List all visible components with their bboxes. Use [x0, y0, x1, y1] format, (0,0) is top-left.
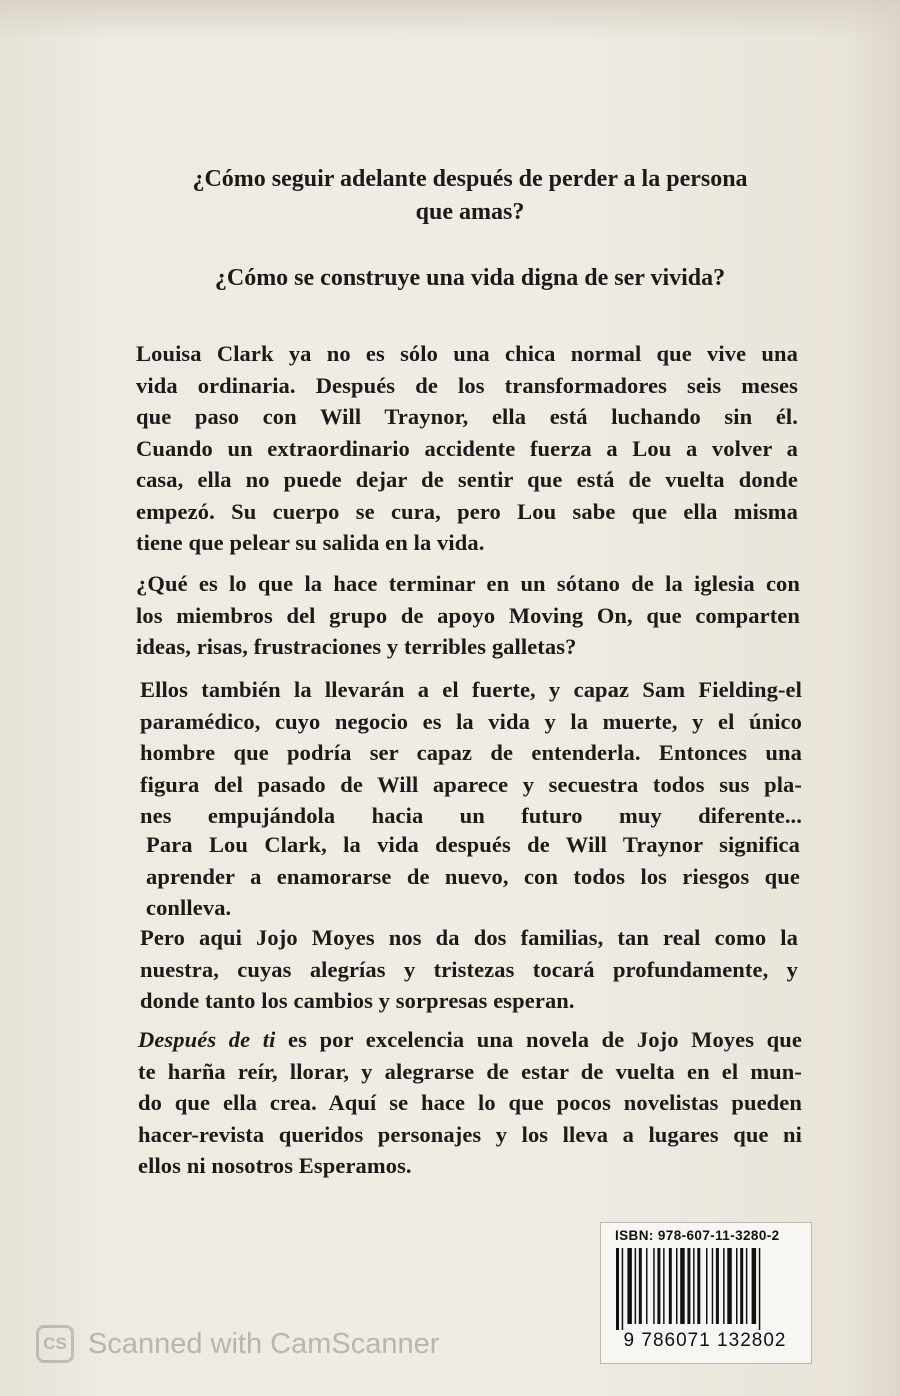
- barcode-bar: [680, 1248, 685, 1324]
- barcode-bar: [669, 1248, 672, 1324]
- camscanner-logo-icon: CS: [36, 1325, 74, 1363]
- barcode-bar: [736, 1248, 738, 1324]
- isbn-number: ISBN: 978-607-11-3280-2: [615, 1228, 780, 1243]
- barcode-bar: [676, 1248, 678, 1324]
- barcode-bar: [653, 1248, 655, 1324]
- barcode-bar: [622, 1248, 624, 1330]
- paragraph-4: Para Lou Clark, la vida después de Will Traynor significa aprender a enamorarse de nuevo, con todos los riesgos que conlleva.: [146, 832, 800, 920]
- barcode-bar: [712, 1248, 714, 1324]
- barcode-bar: [706, 1248, 708, 1324]
- top-shadow: [0, 0, 900, 40]
- paragraph-2: ¿Qué es lo que la hace terminar en un sótano de la iglesia con los miembros del grupo de apoyo Moving On, que comparten ideas, risas, frustraciones y terribles galletas?: [136, 571, 800, 659]
- barcode-bar: [727, 1248, 732, 1324]
- barcode-bar: [697, 1248, 700, 1324]
- barcode-bar: [723, 1248, 725, 1324]
- barcode-bar: [657, 1248, 660, 1324]
- book-title-italic: Después de ti: [138, 1027, 276, 1052]
- barcode-bar: [687, 1248, 690, 1324]
- barcode-bar: [693, 1248, 695, 1324]
- barcode-bar: [759, 1248, 761, 1330]
- paragraph-6-first-line: Después de ti es por excelencia una novela de Jojo Moyes que: [138, 1027, 802, 1052]
- barcode-bar: [663, 1248, 665, 1324]
- question-2: ¿Cómo se construye una vida digna de ser vivida?: [214, 265, 726, 291]
- barcode-bar: [627, 1248, 632, 1324]
- barcode-bar: [746, 1248, 748, 1324]
- paragraph-1: Louisa Clark ya no es sólo una chica normal que vive una vida ordinaria. Después de los transformadores seis meses que paso con Will Traynor, ella está luchando sin él. Cuando un extraordinario accidente fuerza a Lou a volver a casa, ella no puede dejar de sentir que está de vuelta donde empezó. Su cuerpo se cura, pero Lou sabe que ella misma tiene que pelear su salida en la vida.: [136, 341, 798, 555]
- barcode-bar: [616, 1248, 619, 1330]
- barcode-digits: 9 786071 132802: [623, 1330, 787, 1351]
- paragraph-6: Después de ti es por excelencia una novela de Jojo Moyes que te harña reír, llorar, y alegrarse de estar de vuelta en el mun- do que ella crea. Aquí se hace lo que pocos novelistas pueden hacer-revista queridos personajes y los lleva a lugares que ni ellos ni nosotros Esperamos.: [138, 1024, 802, 1182]
- barcode-bar: [639, 1248, 642, 1324]
- barcode-bar: [646, 1248, 648, 1324]
- watermark-text: Scanned with CamScanner: [88, 1327, 440, 1360]
- paragraph-3: Ellos también la llevarán a el fuerte, y capaz Sam Fielding-el paramédico, cuyo negocio es la vida y la muerte, y el único hombre que podría ser capaz de entenderla. Entonces una figura del pasado de Will aparece y secuestra todos sus pla- nes empujándola hacia un futuro muy diferente...: [140, 677, 802, 828]
- barcode-bar: [635, 1248, 637, 1324]
- paragraph-5: Pero aqui Jojo Moyes nos da dos familias, tan real como la nuestra, cuyas alegrías y tristezas tocará profundamente, y donde tanto los cambios y sorpresas esperan.: [140, 925, 798, 1013]
- question-1: ¿Cómo seguir adelante después de perder a la persona que amas?: [192, 166, 748, 225]
- barcode-bars: [614, 1248, 796, 1330]
- barcode-bar: [752, 1248, 757, 1324]
- barcode-bar: [740, 1248, 743, 1324]
- barcode-bar: [716, 1248, 719, 1324]
- camscanner-watermark: [36, 1325, 439, 1363]
